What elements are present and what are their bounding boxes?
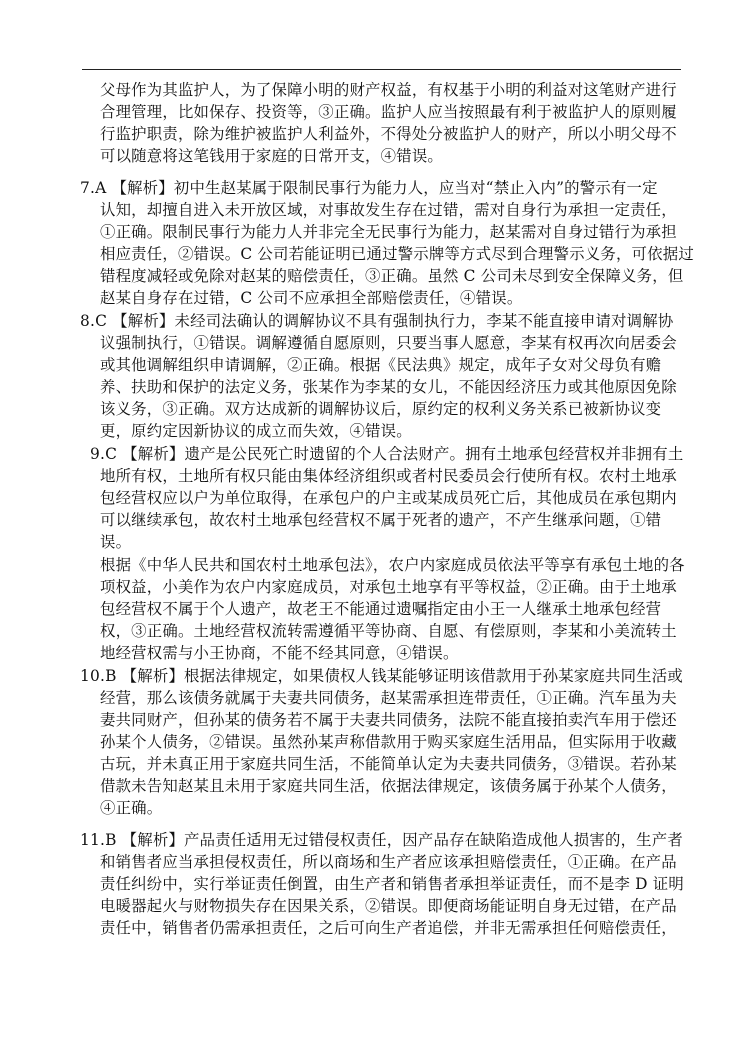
text-line: 孙某个人债务，②错误。虽然孙某声称借款用于购买家庭生活用品，但实际用于收藏 [100,733,677,751]
text-line: 包经营权应以户为单位取得，在承包户的户主或某成员死亡后，其他成员在承包期内 [100,489,677,507]
text-line: 认知，却擅自进入未开放区域，对事故发生存在过错，需对自身行为承担一定责任， [100,201,677,219]
text-line: 该义务，③正确。双方达成新的调解协议后，原约定的权利义务关系已被新协议变 [100,400,662,418]
text-line: 和销售者应当承担侵权责任，所以商场和生产者应该承担赔偿责任，①正确。在产品 [100,853,677,871]
text-line: 根据《中华人民共和国农村土地承包法》，农户内家庭成员依法平等享有承包土地的各 [100,556,685,574]
text-line: 赵某自身存在过错，C 公司不应承担全部赔偿责任，④错误。 [100,289,523,307]
answer-9-heading-line: 9.C 【解析】遗产是公民死亡时遗留的个人合法财产。拥有土地承包经营权并非拥有土 [90,445,684,463]
text-line: 地所有权，土地所有权只能由集体经济组织或者村民委员会行使所有权。农村土地承 [100,467,677,485]
answer-7-heading-line: 7.A 【解析】初中生赵某属于限制民事行为能力人，应当对“禁止入内”的警示有一定 [80,179,658,197]
text-line: 项权益，小美作为农户内家庭成员，对承包土地享有平等权益，②正确。由于土地承 [100,578,677,596]
text-line: 合理管理，比如保存、投资等，③正确。监护人应当按照最有利于被监护人的原则履 [100,103,677,121]
text-line: 相应责任，②错误。C 公司若能证明已通过警示牌等方式尽到合理警示义务，可依据过 [100,245,694,263]
header-rule [82,69,681,70]
text-line: ④正确。 [100,799,163,817]
answer-8-heading-line: 8.C 【解析】未经司法确认的调解协议不具有强制执行力，李某不能直接申请对调解协 [80,312,674,330]
text-line: 经营，那么该债务就属于夫妻共同债务，赵某需承担连带责任，①正确。汽车虽为夫 [100,689,677,707]
text-line: 责任纠纷中，实行举证责任倒置，由生产者和销售者承担举证责任，而不是李 D 证明 [100,875,684,893]
text-line: 可以随意将这笔钱用于家庭的日常开支，④错误。 [100,147,443,165]
answer-10-heading-line: 10.B 【解析】根据法律规定，如果债权人钱某能够证明该借款用于孙某家庭共同生活或 [80,667,683,685]
text-line: 妻共同财产，但孙某的债务若不属于夫妻共同债务，法院不能直接拍卖汽车用于偿还 [100,711,677,729]
text-line: 养、扶助和保护的法定义务，张某作为李某的女儿，不能因经济压力或其他原因免除 [100,378,677,396]
text-line: 地经营权需与小王协商，不能不经其同意，④错误。 [100,644,459,662]
text-line: 父母作为其监护人，为了保障小明的财产权益，有权基于小明的利益对这笔财产进行 [100,81,677,99]
text-line: 可以继续承包，故农村土地承包经营权不属于死者的遗产，不产生继承问题，①错 [100,511,662,529]
text-line: 误。 [100,533,132,551]
text-line: 借款未告知赵某且未用于家庭共同生活，依据法律规定，该债务属于孙某个人债务， [100,777,677,795]
text-line: 包经营权不属于个人遗产，故老王不能通过遗嘱指定由小王一人继承土地承包经营 [100,600,662,618]
text-line: 议强制执行，①错误。调解遵循自愿原则，只要当事人愿意，李某有权再次向居委会 [100,334,677,352]
text-line: 更，原约定因新协议的成立而失效，④错误。 [100,422,412,440]
text-line: 错程度减轻或免除对赵某的赔偿责任，③正确。虽然 C 公司未尽到安全保障义务，但 [100,267,684,285]
text-line: 古玩，并未真正用于家庭共同生活，不能简单认定为夫妻共同债务，③错误。若孙某 [100,755,677,773]
answer-11-heading-line: 11.B 【解析】产品责任适用无过错侵权责任，因产品存在缺陷造成他人损害的，生产者 [80,831,683,849]
text-line: 电暖器起火与财物损失存在因果关系，②错误。即便商场能证明自身无过错，在产品 [100,897,677,915]
text-line: 权，③正确。土地经营权流转需遵循平等协商、自愿、有偿原则，李某和小美流转土 [100,622,677,640]
text-line: 或其他调解组织申请调解，②正确。根据《民法典》规定，成年子女对父母负有赡 [100,356,662,374]
text-line: ①正确。限制民事行为能力人并非完全无民事行为能力，赵某需对自身过错行为承担 [100,223,677,241]
text-line: 责任中，销售者仍需承担责任，之后可向生产者追偿，并非无需承担任何赔偿责任， [100,919,677,937]
text-line: 行监护职责，除为维护被监护人利益外，不得处分被监护人的财产，所以小明父母不 [100,125,677,143]
